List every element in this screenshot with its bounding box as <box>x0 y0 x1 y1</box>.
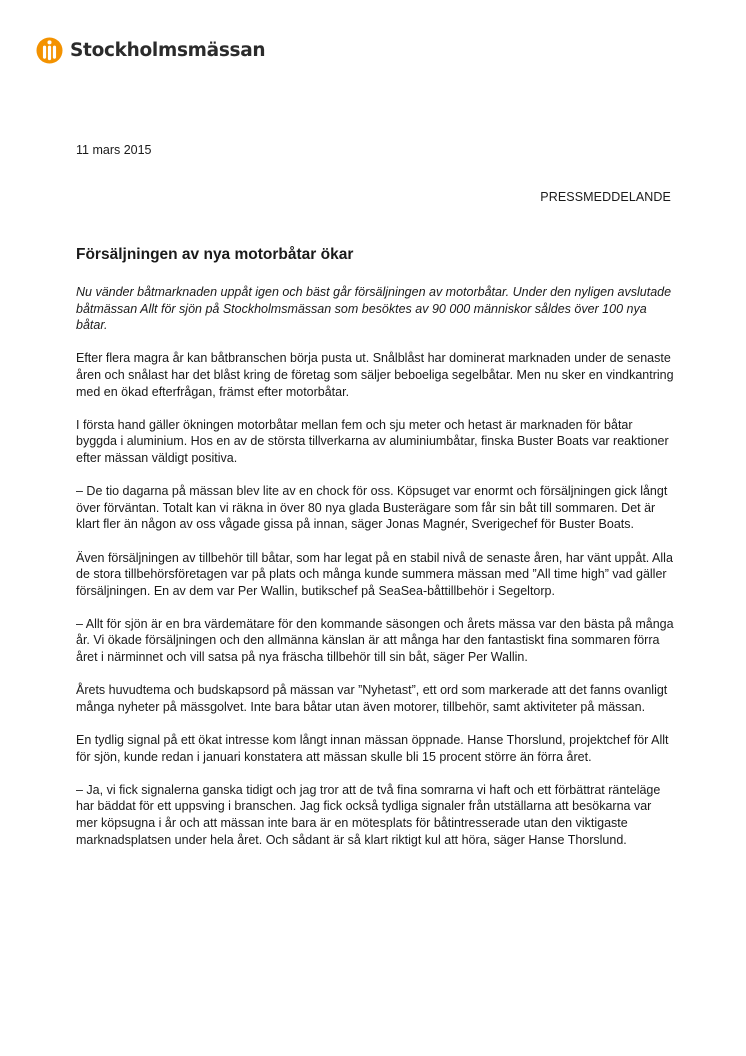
body-paragraph: Efter flera magra år kan båtbranschen börja pusta ut. Snålblåst har dominerat marknaden under de senaste åren och snålast har det blåst kring de företag som säljer beboeliga segelbåtar. Men nu sker en vindkantring med en ökad efterfrågan, främst efter motorbåtar. <box>76 351 674 399</box>
quote-paragraph: – Ja, vi fick signalerna ganska tidigt och jag tror att de två fina somrarna vi haft och ett förbättrat ränteläge har bäddat för ett uppsving i branschen. Jag fick också tydliga signaler från utställarna att besökarna var mer köpsugna i år och att mässan inte bara är en mötesplats för båtintresserade utan den viktigaste marknadsplatsen under hela året. Och sådant är så klart riktigt kul att höra, säger Hanse Thorslund. <box>76 782 661 847</box>
body-paragraph: Årets huvudtema och budskapsord på mässan var ”Nyhetast”, ett ord som markerade att det fanns ovanligt många nyheter på mässgolvet. Inte bara båtar utan även motorer, tillbehör, samt aktiviteter på mässan. <box>76 683 668 714</box>
document-type-label: PRESSMEDDELANDE <box>540 190 671 204</box>
press-release-title: Försäljningen av nya motorbåtar ökar <box>76 246 354 263</box>
press-release-body <box>76 284 676 865</box>
body-paragraph: En tydlig signal på ett ökat intresse kom långt innan mässan öppnade. Hanse Thorslund, projektchef för Allt för sjön, kunde redan i januari konstatera att mässan skulle bli 15 procent större än förra året. <box>76 733 669 764</box>
quote-paragraph: – De tio dagarna på mässan blev lite av en chock för oss. Köpsuget var enormt och försäljningen gick långt över förväntan. Totalt kan vi räkna in över 80 nya glada Busterägare som får sin båt till sommaren. Det är klart fler än någon av oss vågade gissa på innan, säger Jonas Magnér, Sverigechef för Buster Boats. <box>76 484 668 532</box>
lead-paragraph: Nu vänder båtmarknaden uppåt igen och bäst går försäljningen av motorbåtar. Under den nyligen avslutade båtmässan Allt för sjön på Stockholmsmässan som besöktes av 90 000 människor såldes över 100 nya båtar. <box>76 285 672 333</box>
press-date: 11 mars 2015 <box>76 143 152 157</box>
body-paragraph: I första hand gäller ökningen motorbåtar mellan fem och sju meter och hetast är marknaden för båtar byggda i aluminium. Hos en av de största tillverkarna av aluminiumbåtar, finska Buster Boats var reaktioner efter mässan väldigt positiva. <box>76 417 669 465</box>
brand-logo <box>36 37 265 64</box>
body-paragraph: Även försäljningen av tillbehör till båtar, som har legat på en stabil nivå de senaste åren, har vänt uppåt. Alla de stora tillbehörsföretagen var på plats och många kunde summera mässan med ”All time high” vad gäller försäljningen. En av dem var Per Wallin, butikschef på SeaSea-båttillbehör i Segeltorp. <box>76 550 673 598</box>
brand-name: Stockholmsmässan <box>70 40 266 61</box>
stockholmsmassan-logo-icon <box>36 37 63 64</box>
quote-paragraph: – Allt för sjön är en bra värdemätare för den kommande säsongen och årets mässa var den bästa på många år. Vi ökade försäljningen och den allmänna känslan är att många har den fantastiskt fina sommaren förra året i närminnet och vill satsa på nya fräscha tillbehör till sin båt, säger Per Wallin. <box>76 616 674 665</box>
